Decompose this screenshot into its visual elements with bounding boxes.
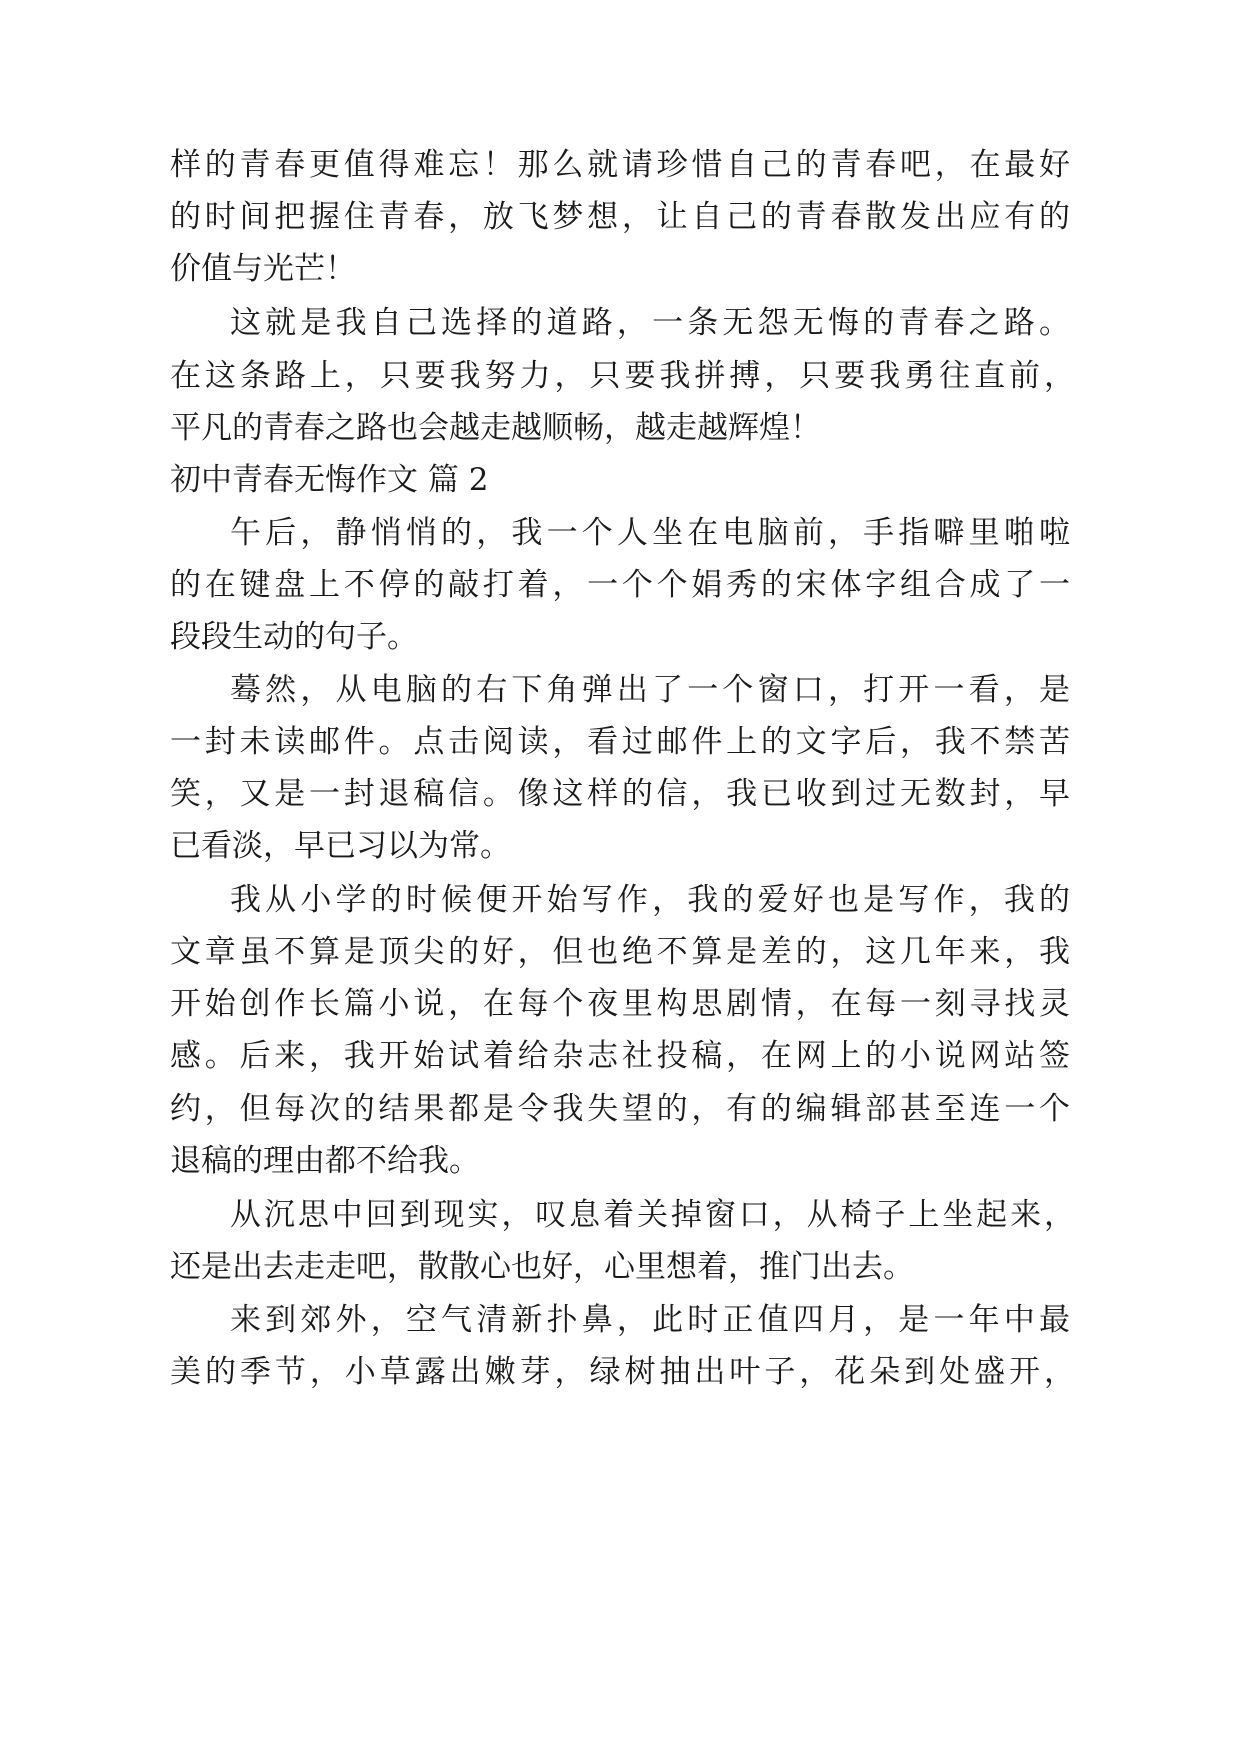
text-line [0,712,1241,772]
text-line [0,293,1241,353]
text-line [0,660,1241,720]
text-line-content: 约，但每次的结果都是令我失望的，有的编辑部甚至连一个 [170,1091,1070,1127]
text-line-content: 的在键盘上不停的敲打着，一个个娟秀的宋体字组合成了一 [170,567,1070,603]
text-line-content: 开始创作长篇小说，在每个夜里构思剧情，在每一刻寻找灵 [170,986,1070,1022]
text-line-content: 还是出去走走吧，散散心也好，心里想着，推门出去。 [170,1249,914,1285]
text-line [0,870,1241,930]
text-line [0,922,1241,982]
text-line [0,816,1241,876]
text-line [0,1131,1241,1191]
text-line-content: 平凡的青春之路也会越走越顺畅，越走越辉煌！ [170,410,821,446]
text-line-content: 我从小学的时候便开始写作，我的爱好也是写作，我的 [230,882,1070,918]
text-line-content: 价值与光芒！ [170,251,356,287]
section-heading [0,450,1241,510]
text-line-content: 退稿的理由都不给我。 [170,1143,480,1179]
section-heading-text: 初中青春无悔作文 篇 2 [170,462,489,498]
text-line [0,398,1241,458]
text-line [0,555,1241,615]
text-line-content: 午后，静悄悄的，我一个人坐在电脑前，手指噼里啪啦 [230,515,1070,551]
text-line-content: 在这条路上，只要我努力，只要我拼搏，只要我勇往直前， [170,358,1075,394]
text-line-content: 一封未读邮件。点击阅读，看过邮件上的文字后，我不禁苦 [170,724,1070,760]
text-line [0,503,1241,563]
text-line [0,1290,1241,1350]
text-line-content: 美的季节，小草露出嫩芽，绿树抽出叶子，花朵到处盛开， [170,1354,1075,1390]
text-line [0,239,1241,299]
text-line-content: 感。后来，我开始试着给杂志社投稿，在网上的小说网站签 [170,1038,1070,1074]
text-line-content: 笑，又是一封退稿信。像这样的信，我已收到过无数封，早 [170,776,1070,812]
text-line-content: 文章虽不算是顶尖的好，但也绝不算是差的，这几年来，我 [170,934,1070,970]
text-line-content: 来到郊外，空气清新扑鼻，此时正值四月，是一年中最 [230,1302,1070,1338]
text-line [0,1185,1241,1245]
text-line-content: 这就是我自己选择的道路，一条无怨无悔的青春之路。 [230,305,1070,341]
text-line [0,1342,1241,1402]
text-line [0,187,1241,247]
text-line-content: 的时间把握住青春，放飞梦想，让自己的青春散发出应有的 [170,199,1070,235]
text-line-content: 从沉思中回到现实，叹息着关掉窗口，从椅子上坐起来， [230,1197,1075,1233]
text-line [0,1026,1241,1086]
text-line [0,764,1241,824]
text-line-content: 蓦然，从电脑的右下角弹出了一个窗口，打开一看，是 [230,672,1070,708]
text-line-content: 已看淡，早已习以为常。 [170,828,511,864]
text-line [0,607,1241,667]
text-line-content: 样的青春更值得难忘！那么就请珍惜自己的青春吧，在最好 [170,147,1070,183]
text-line-content: 段段生动的句子。 [170,619,418,655]
text-line [0,974,1241,1034]
text-line [0,346,1241,406]
text-line [0,135,1241,195]
text-line [0,1079,1241,1139]
text-line [0,1237,1241,1297]
